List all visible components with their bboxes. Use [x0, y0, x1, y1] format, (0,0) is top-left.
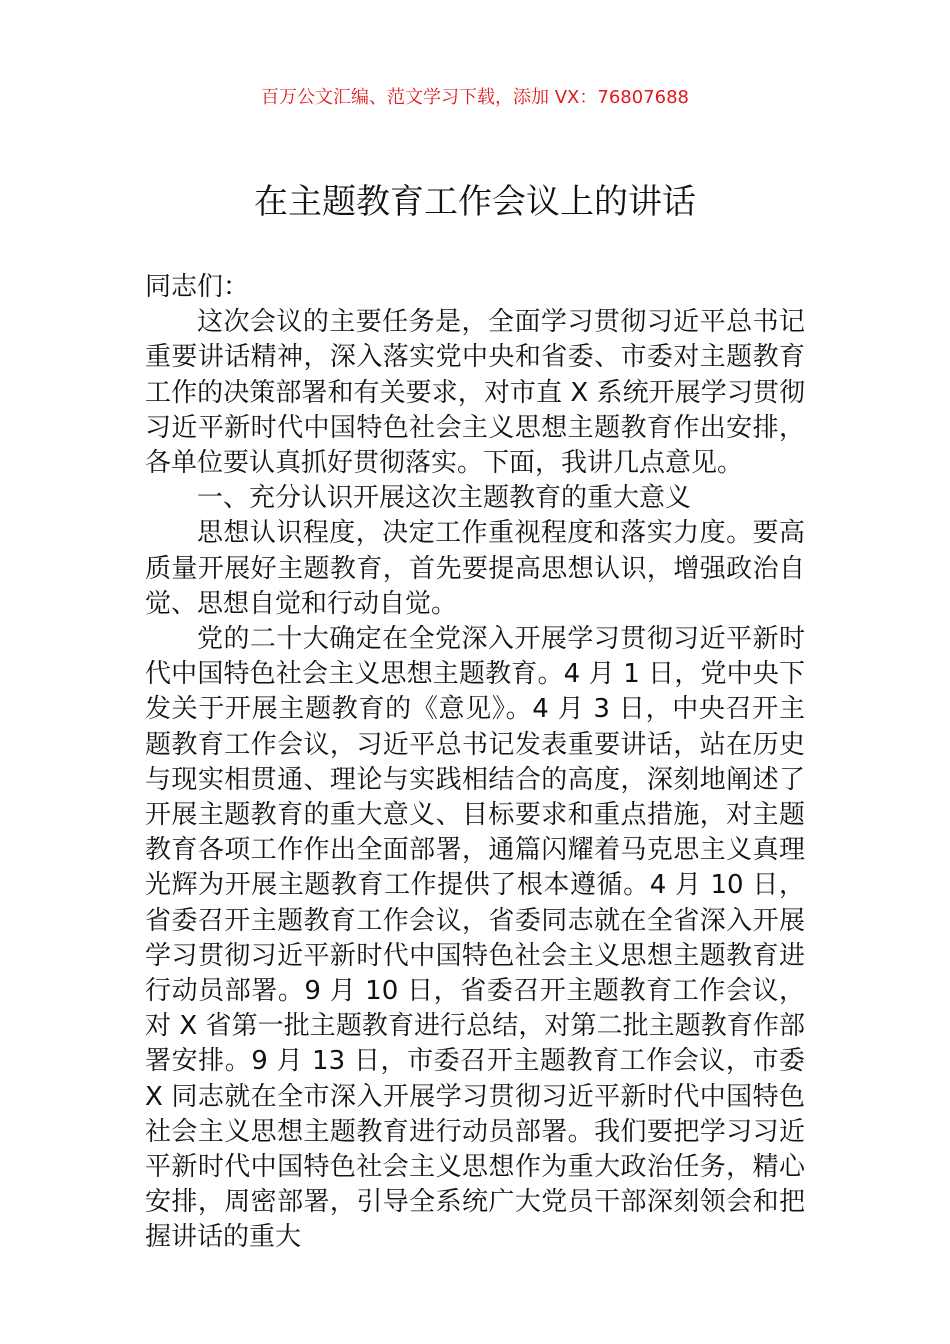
paragraph-background: 党的二十大确定在全党深入开展学习贯彻习近平新时代中国特色社会主义思想主题教育。4 月 1 日，党中央下发关于开展主题教育的《意见》。4 月 3 日，中央召开主题教育工作会议，习近平总书记发表重要讲话，站在历史与现实相贯通、理论与实践相结合的高度，深刻地阐述了开展主题教育的重大意义、目标要求和重点措施，对主题教育各项工作作出全面部署，通篇闪耀着马克思主义真理光辉为开展主题教育工作提供了根本遵循。4 月 10 日，省委召开主题教育工作会议，省委同志就在全省深入开展学习贯彻习近平新时代中国特色社会主义思想主题教育进行动员部署。9 月 10 日，省委召开主题教育工作会议，对 X 省第一批主题教育进行总结，对第二批主题教育作部署安排。9 月 13 日，市委召开主题教育工作会议，市委 X 同志就在全市深入开展学习贯彻习近平新时代中国特色社会主义思想主题教育进行动员部署。我们要把学习习近平新时代中国特色社会主义思想作为重大政治任务，精心安排，周密部署，引导全系统广大党员干部深刻领会和把握讲话的重大 — [145, 624, 805, 1253]
salutation: 同志们： — [145, 272, 250, 302]
document-body — [145, 270, 805, 1256]
section-heading-1: 一、充分认识开展这次主题教育的重大意义 — [197, 483, 692, 514]
paragraph-awareness: 思想认识程度，决定工作重视程度和落实力度。要高质量开展好主题教育，首先要提高思想认识，增强政治自觉、思想自觉和行动自觉。 — [145, 518, 805, 619]
header-note: 百万公文汇编、范文学习下载，添加 VX：76807688 — [261, 87, 689, 108]
paragraph-intro: 这次会议的主要任务是，全面学习贯彻习近平总书记重要讲话精神，深入落实党中央和省委、市委对主题教育工作的决策部署和有关要求，对市直 X 系统开展学习贯彻习近平新时代中国特色社会主义思想主题教育作出安排，各单位要认真抓好贯彻落实。下面，我讲几点意见。 — [145, 307, 805, 479]
document-title: 在主题教育工作会议上的讲话 — [254, 182, 696, 222]
